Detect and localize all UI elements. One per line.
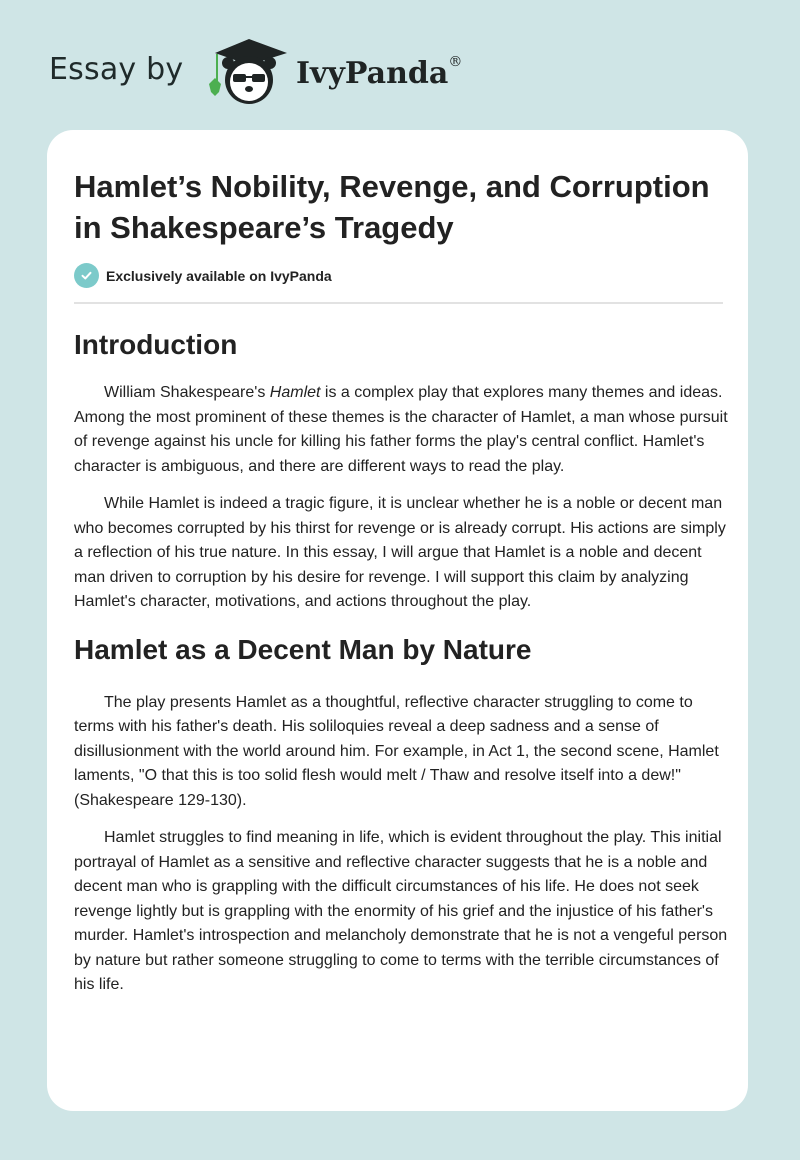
- divider: [74, 302, 723, 304]
- check-circle-icon: [74, 263, 99, 288]
- essay-body: [74, 320, 728, 998]
- section-heading: Hamlet as a Decent Man by Nature: [74, 633, 532, 665]
- essay-title: Hamlet’s Nobility, Revenge, and Corruption in Shakespeare’s Tragedy: [74, 169, 710, 245]
- badge-text: Exclusively available on IvyPanda: [106, 267, 332, 284]
- section-heading: Introduction: [74, 329, 238, 360]
- paragraph: Hamlet struggles to find meaning in life, which is evident throughout the play. This initial portrayal of Hamlet as a sensitive and reflective character suggests that he is a noble and decent man who is grappling with the difficult circumstances of his life. He does not seek revenge lightly but is grappling with the enormity of his grief and the injustice of his father's murder. Hamlet's introspection and melancholy demonstrate that he is not a vengeful person by nature but rather someone struggling to come to terms with the terrible circumstances of his life.: [74, 829, 728, 993]
- panda-graduate-logo-icon[interactable]: [203, 36, 293, 108]
- essay-card: [47, 130, 748, 1111]
- paragraph: William Shakespeare's Hamlet is a complex play that explores many themes and ideas. Among the most prominent of these themes is the character of Hamlet, a man whose pursuit of revenge against his uncle for killing his father forms the play's central conflict. Hamlet's character is ambiguous, and there are different ways to read the play.: [74, 384, 728, 475]
- site-header: [0, 0, 800, 130]
- paragraph: The play presents Hamlet as a thoughtful, reflective character struggling to come to terms with his father's death. His soliloquies reveal a deep sadness and a sense of disillusionment with the world around him. For example, in Act 1, the second scene, Hamlet laments, "O that this is too solid flesh would melt / Thaw and resolve itself into a dew!" (Shakespeare 129-130).: [74, 693, 719, 809]
- brand-name[interactable]: IvyPanda®: [296, 54, 463, 91]
- exclusive-badge: [74, 263, 332, 288]
- essay-by-label: Essay by: [49, 52, 184, 87]
- paragraph: While Hamlet is indeed a tragic figure, it is unclear whether he is a noble or decent man who becomes corrupted by his thirst for revenge or is already corrupt. His actions are simply a reflection of his true nature. In this essay, I will argue that Hamlet is a noble and decent man driven to corruption by his desire for revenge. I will support this claim by analyzing Hamlet's character, motivations, and actions throughout the play.: [74, 495, 726, 610]
